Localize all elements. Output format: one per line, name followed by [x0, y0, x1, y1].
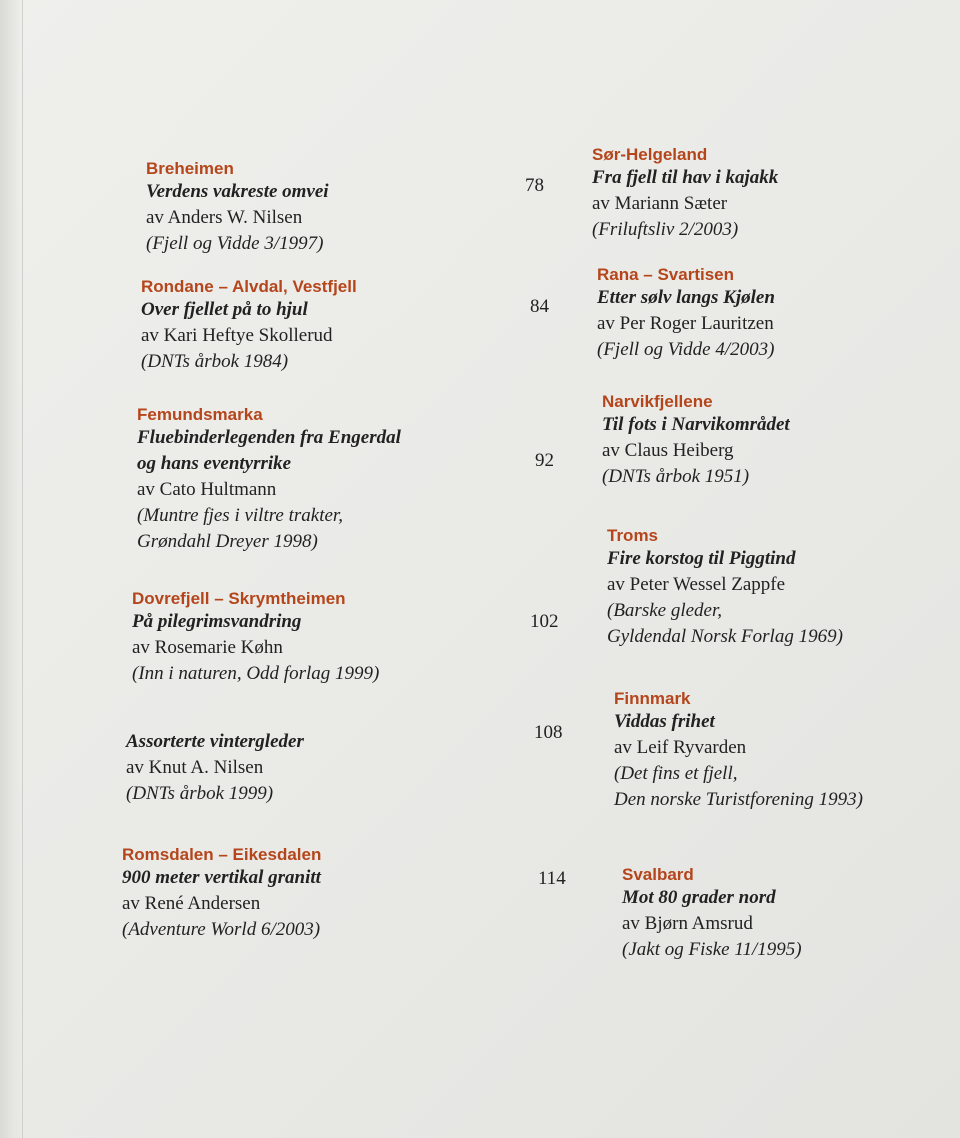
- region-heading: Troms: [607, 526, 659, 545]
- story-source: (Barske gleder,: [607, 600, 723, 621]
- story-author: av René Andersen: [122, 893, 261, 914]
- story-author: av Anders W. Nilsen: [146, 207, 303, 228]
- story-source: (Adventure World 6/2003): [122, 919, 321, 940]
- page-number: 114: [538, 868, 566, 889]
- page-number: 102: [530, 611, 559, 632]
- story-author: av Peter Wessel Zappfe: [607, 574, 786, 595]
- page-number: 92: [535, 450, 554, 471]
- story-title: Fra fjell til hav i kajakk: [592, 167, 779, 188]
- story-title: 900 meter vertikal granitt: [122, 867, 321, 888]
- region-heading: Rondane – Alvdal, Vestfjell: [141, 277, 357, 296]
- region-heading: Rana – Svartisen: [597, 265, 735, 284]
- toc-entry: [137, 406, 401, 558]
- story-author: av Rosemarie Køhn: [132, 637, 283, 658]
- story-source: (Fjell og Vidde 3/1997): [146, 233, 324, 254]
- story-source: (Inn i naturen, Odd forlag 1999): [132, 663, 380, 684]
- story-title: Etter sølv langs Kjølen: [597, 287, 775, 308]
- toc-entry: [141, 278, 357, 378]
- story-title: og hans eventyrrike: [137, 453, 292, 474]
- toc-entry: [122, 846, 321, 946]
- page-gutter: [0, 0, 23, 1138]
- story-title: Mot 80 grader nord: [622, 887, 776, 908]
- toc-entry: [592, 146, 778, 246]
- story-title: Assorterte vintergleder: [126, 731, 304, 752]
- story-source: (Friluftsliv 2/2003): [592, 219, 739, 240]
- story-source: (Jakt og Fiske 11/1995): [622, 939, 802, 960]
- region-heading: Finnmark: [614, 689, 691, 708]
- region-heading: Romsdalen – Eikesdalen: [122, 845, 322, 864]
- toc-entry: [614, 690, 863, 816]
- region-heading: Svalbard: [622, 865, 694, 884]
- toc-entry: [597, 266, 775, 366]
- story-author: av Leif Ryvarden: [614, 737, 747, 758]
- story-author: av Per Roger Lauritzen: [597, 313, 774, 334]
- toc-entry: [146, 160, 329, 260]
- toc-entry: [126, 732, 304, 810]
- toc-entry: [607, 527, 843, 653]
- story-source: (Muntre fjes i viltre trakter,: [137, 505, 343, 526]
- story-source: Den norske Turistforening 1993): [614, 789, 863, 810]
- story-author: av Cato Hultmann: [137, 479, 277, 500]
- story-source: Grøndahl Dreyer 1998): [137, 531, 318, 552]
- page-number: 108: [534, 722, 563, 743]
- region-heading: Dovrefjell – Skrymtheimen: [132, 589, 346, 608]
- story-source: Gyldendal Norsk Forlag 1969): [607, 626, 843, 647]
- story-author: av Kari Heftye Skollerud: [141, 325, 333, 346]
- region-heading: Narvikfjellene: [602, 392, 713, 411]
- story-source: (DNTs årbok 1984): [141, 351, 289, 372]
- region-heading: Breheimen: [146, 159, 234, 178]
- story-title: Verdens vakreste omvei: [146, 181, 329, 202]
- story-title: Fire korstog til Piggtind: [607, 548, 796, 569]
- toc-entry: [602, 393, 790, 493]
- story-title: Fluebinderlegenden fra Engerdal: [137, 427, 401, 448]
- story-title: Til fots i Narvikområdet: [602, 414, 790, 435]
- page-number: 78: [525, 175, 544, 196]
- story-source: (Det fins et fjell,: [614, 763, 738, 784]
- toc-entry: [132, 590, 379, 690]
- story-author: av Bjørn Amsrud: [622, 913, 753, 934]
- story-title: Over fjellet på to hjul: [141, 299, 308, 320]
- story-source: (DNTs årbok 1951): [602, 466, 750, 487]
- story-source: (DNTs årbok 1999): [126, 783, 274, 804]
- region-heading: Femundsmarka: [137, 405, 263, 424]
- toc-entry: [622, 866, 802, 966]
- story-title: På pilegrimsvandring: [132, 611, 302, 632]
- region-heading: Sør-Helgeland: [592, 145, 708, 164]
- story-source: (Fjell og Vidde 4/2003): [597, 339, 775, 360]
- story-author: av Claus Heiberg: [602, 440, 734, 461]
- story-author: av Mariann Sæter: [592, 193, 728, 214]
- story-title: Viddas frihet: [614, 711, 715, 732]
- page-number: 84: [530, 296, 549, 317]
- story-author: av Knut A. Nilsen: [126, 757, 264, 778]
